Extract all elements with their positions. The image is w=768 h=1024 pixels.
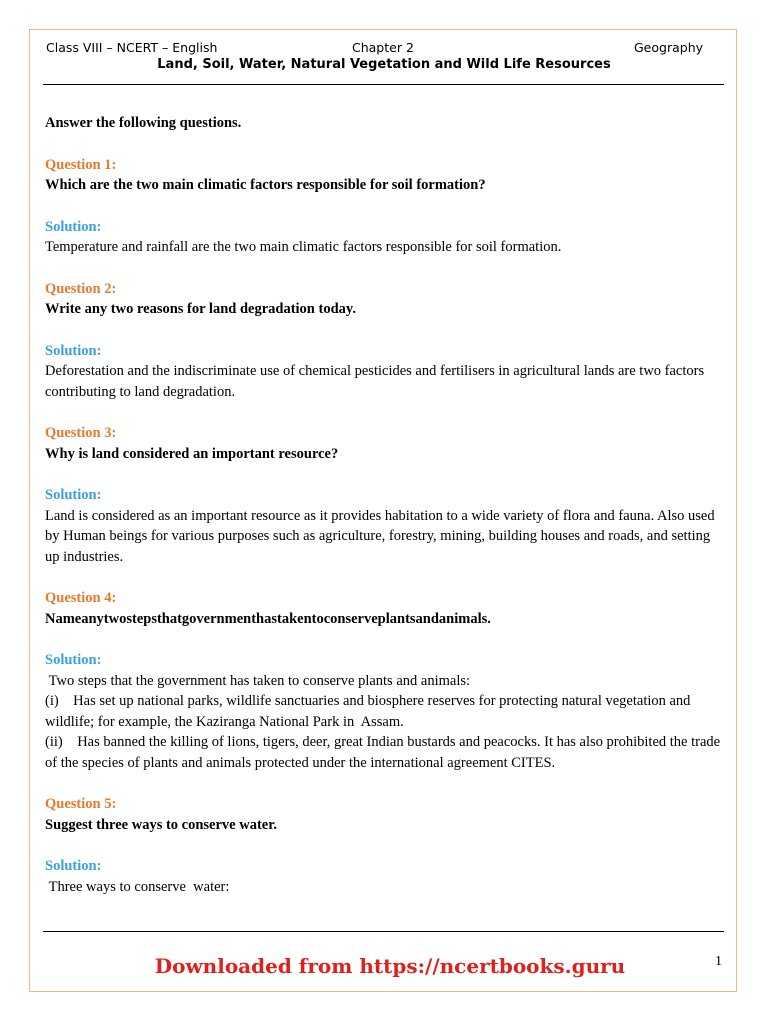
- question-2-text: Write any two reasons for land degradation today.: [45, 301, 356, 317]
- question-3-label: Question 3:: [45, 425, 117, 441]
- question-5-label: Question 5:: [45, 796, 117, 812]
- question-5-text: Suggest three ways to conserve water.: [45, 816, 277, 833]
- question-2-label: Question 2:: [45, 280, 117, 297]
- page-number: 1: [715, 954, 722, 969]
- page-content: [45, 113, 725, 897]
- solution-4-label: Solution:: [45, 652, 102, 668]
- question-4-text: Nameanytwostepsthatgovernmenthastakentoconserveplantsandanimals.: [45, 610, 491, 627]
- solution-4-point-2: (ii) Has banned the killing of lions, tigers, deer, great Indian bustards and peacocks. It has also prohibited the trade of the species of plants and animals protected under the international agreement CITES.: [45, 734, 724, 771]
- question-1-text: Which are the two main climatic factors responsible for soil formation?: [45, 177, 486, 193]
- solution-3-text: Land is considered as an important resource as it provides habitation to a wide variety of flora and fauna. Also used by Human beings for various purposes such as agriculture, forestry, mining, building houses and roads, and setting up industries.: [45, 507, 715, 565]
- solution-2-text: Deforestation and the indiscriminate use of chemical pesticides and fertilisers in agricultural lands are two factors contributing to land degradation.: [45, 363, 705, 400]
- header-subject: Geography: [634, 40, 704, 55]
- solution-4-intro: Two steps that the government has taken to conserve plants and animals:: [45, 672, 471, 689]
- question-3-text: Why is land considered an important resource?: [45, 445, 339, 462]
- solution-5-label: Solution:: [45, 858, 102, 874]
- solution-4-point-1: (i) Has set up national parks, wildlife sanctuaries and biosphere reserves for protecting natural vegetation and wildlife; for example, the Kaziranga National Park in Assam.: [45, 693, 695, 730]
- footer-divider: [43, 931, 724, 932]
- solution-2-label: Solution:: [45, 342, 102, 359]
- solution-1-text: Temperature and rainfall are the two main climatic factors responsible for soil formation.: [45, 239, 562, 255]
- chapter-title: Land, Soil, Water, Natural Vegetation and Wild Life Resources: [157, 57, 611, 72]
- solution-1-label: Solution:: [45, 218, 102, 235]
- instructions: Answer the following questions.: [45, 115, 242, 131]
- solution-3-label: Solution:: [45, 487, 102, 503]
- download-link[interactable]: Downloaded from https://ncertbooks.guru: [154, 954, 626, 978]
- question-1-label: Question 1:: [45, 156, 117, 173]
- header-chapter: Chapter 2: [352, 40, 414, 55]
- header-divider: [43, 84, 724, 85]
- question-4-label: Question 4:: [45, 590, 117, 606]
- solution-5-text: Three ways to conserve water:: [45, 878, 230, 895]
- header-class: Class VIII – NCERT – English: [46, 40, 218, 55]
